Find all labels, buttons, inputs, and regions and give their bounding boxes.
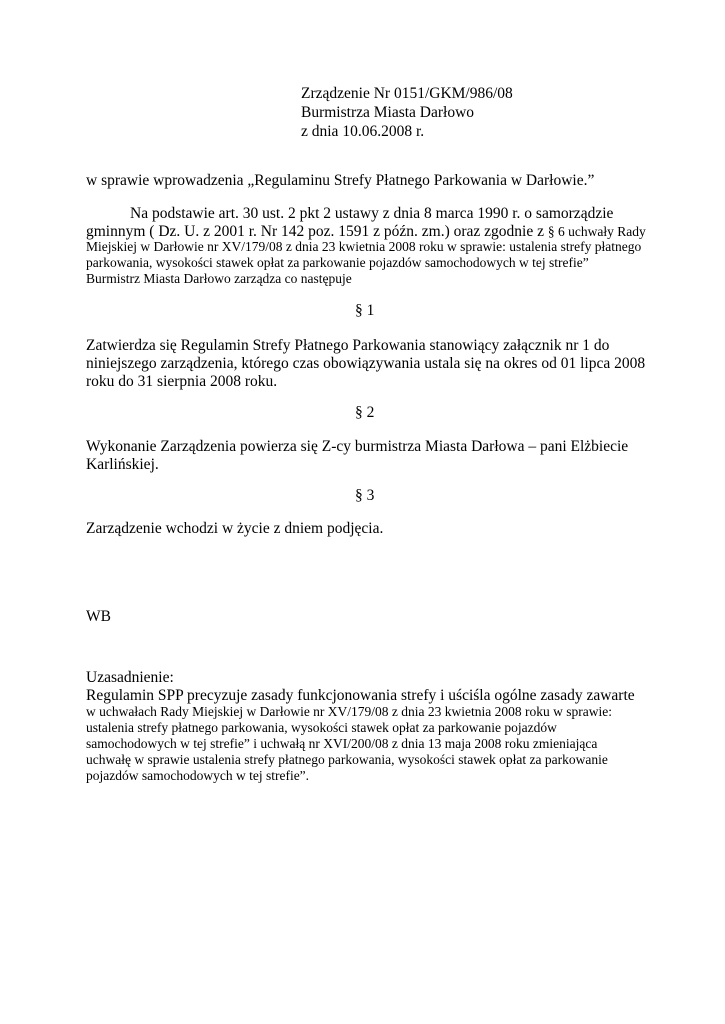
- preamble-line: Burmistrz Miasta Darłowo zarządza co następuje: [86, 271, 352, 286]
- justification-text: uchwałę w sprawie ustalenia strefy płatnego parkowania, wysokości stawek opłat za parkowanie: [86, 752, 608, 767]
- section-text: Zatwierdza się Regulamin Strefy Płatnego Parkowania stanowiący załącznik nr 1 do: [86, 337, 610, 354]
- subject-line: w sprawie wprowadzenia „Regulaminu Strefy Płatnego Parkowania w Darłowie.”: [86, 172, 595, 189]
- section-text: Karlińskiej.: [86, 456, 159, 473]
- header-issuer: Burmistrza Miasta Darłowo: [301, 104, 475, 121]
- section-text: niniejszego zarządzenia, którego czas obowiązywania ustala się na okres od 01 lipca 2008: [86, 355, 646, 372]
- justification-text: samochodowych w tej strefie” i uchwałą nr XVI/200/08 z dnia 13 maja 2008 roku zmieniająca: [86, 736, 598, 751]
- justification-text: pojazdów samochodowych w tej strefie”.: [86, 768, 310, 783]
- section-heading: § 2: [355, 404, 375, 421]
- section-text: Zarządzenie wchodzi w życie z dniem podjęcia.: [86, 520, 384, 537]
- section-text: roku do 31 sierpnia 2008 roku.: [86, 373, 278, 390]
- header-date: z dnia 10.06.2008 r.: [301, 123, 425, 140]
- justification-text: Regulamin SPP precyzuje zasady funkcjonowania strefy i uściśla ogólne zasady zawarte: [86, 687, 635, 704]
- justification-text: ustalenia strefy płatnego parkowania, wysokości stawek opłat za parkowanie pojazdów: [86, 720, 557, 735]
- section-heading: § 3: [355, 487, 375, 504]
- preamble-line: Miejskiej w Darłowie nr XV/179/08 z dnia 23 kwietnia 2008 roku w sprawie: ustalenia strefy płatnego: [86, 239, 642, 254]
- preamble-text: § 6 uchwały Rady: [547, 224, 646, 239]
- initials: WB: [86, 608, 111, 625]
- justification-heading: Uzasadnienie:: [86, 669, 174, 686]
- preamble-line: Na podstawie art. 30 ust. 2 pkt 2 ustawy z dnia 8 marca 1990 r. o samorządzie: [130, 205, 614, 222]
- header-title: Zrządzenie Nr 0151/GKM/986/08: [301, 85, 513, 102]
- preamble-line: parkowania, wysokości stawek opłat za parkowanie pojazdów samochodowych w tej strefie”: [86, 255, 589, 270]
- section-heading: § 1: [355, 302, 375, 319]
- section-text: Wykonanie Zarządzenia powierza się Z-cy burmistrza Miasta Darłowa – pani Elżbiecie: [86, 438, 629, 455]
- justification-text: w uchwałach Rady Miejskiej w Darłowie nr XV/179/08 z dnia 23 kwietnia 2008 roku w sprawie:: [86, 704, 613, 719]
- preamble-text: gminnym ( Dz. U. z 2001 r. Nr 142 poz. 1591 z późn. zm.) oraz zgodnie z: [86, 223, 544, 240]
